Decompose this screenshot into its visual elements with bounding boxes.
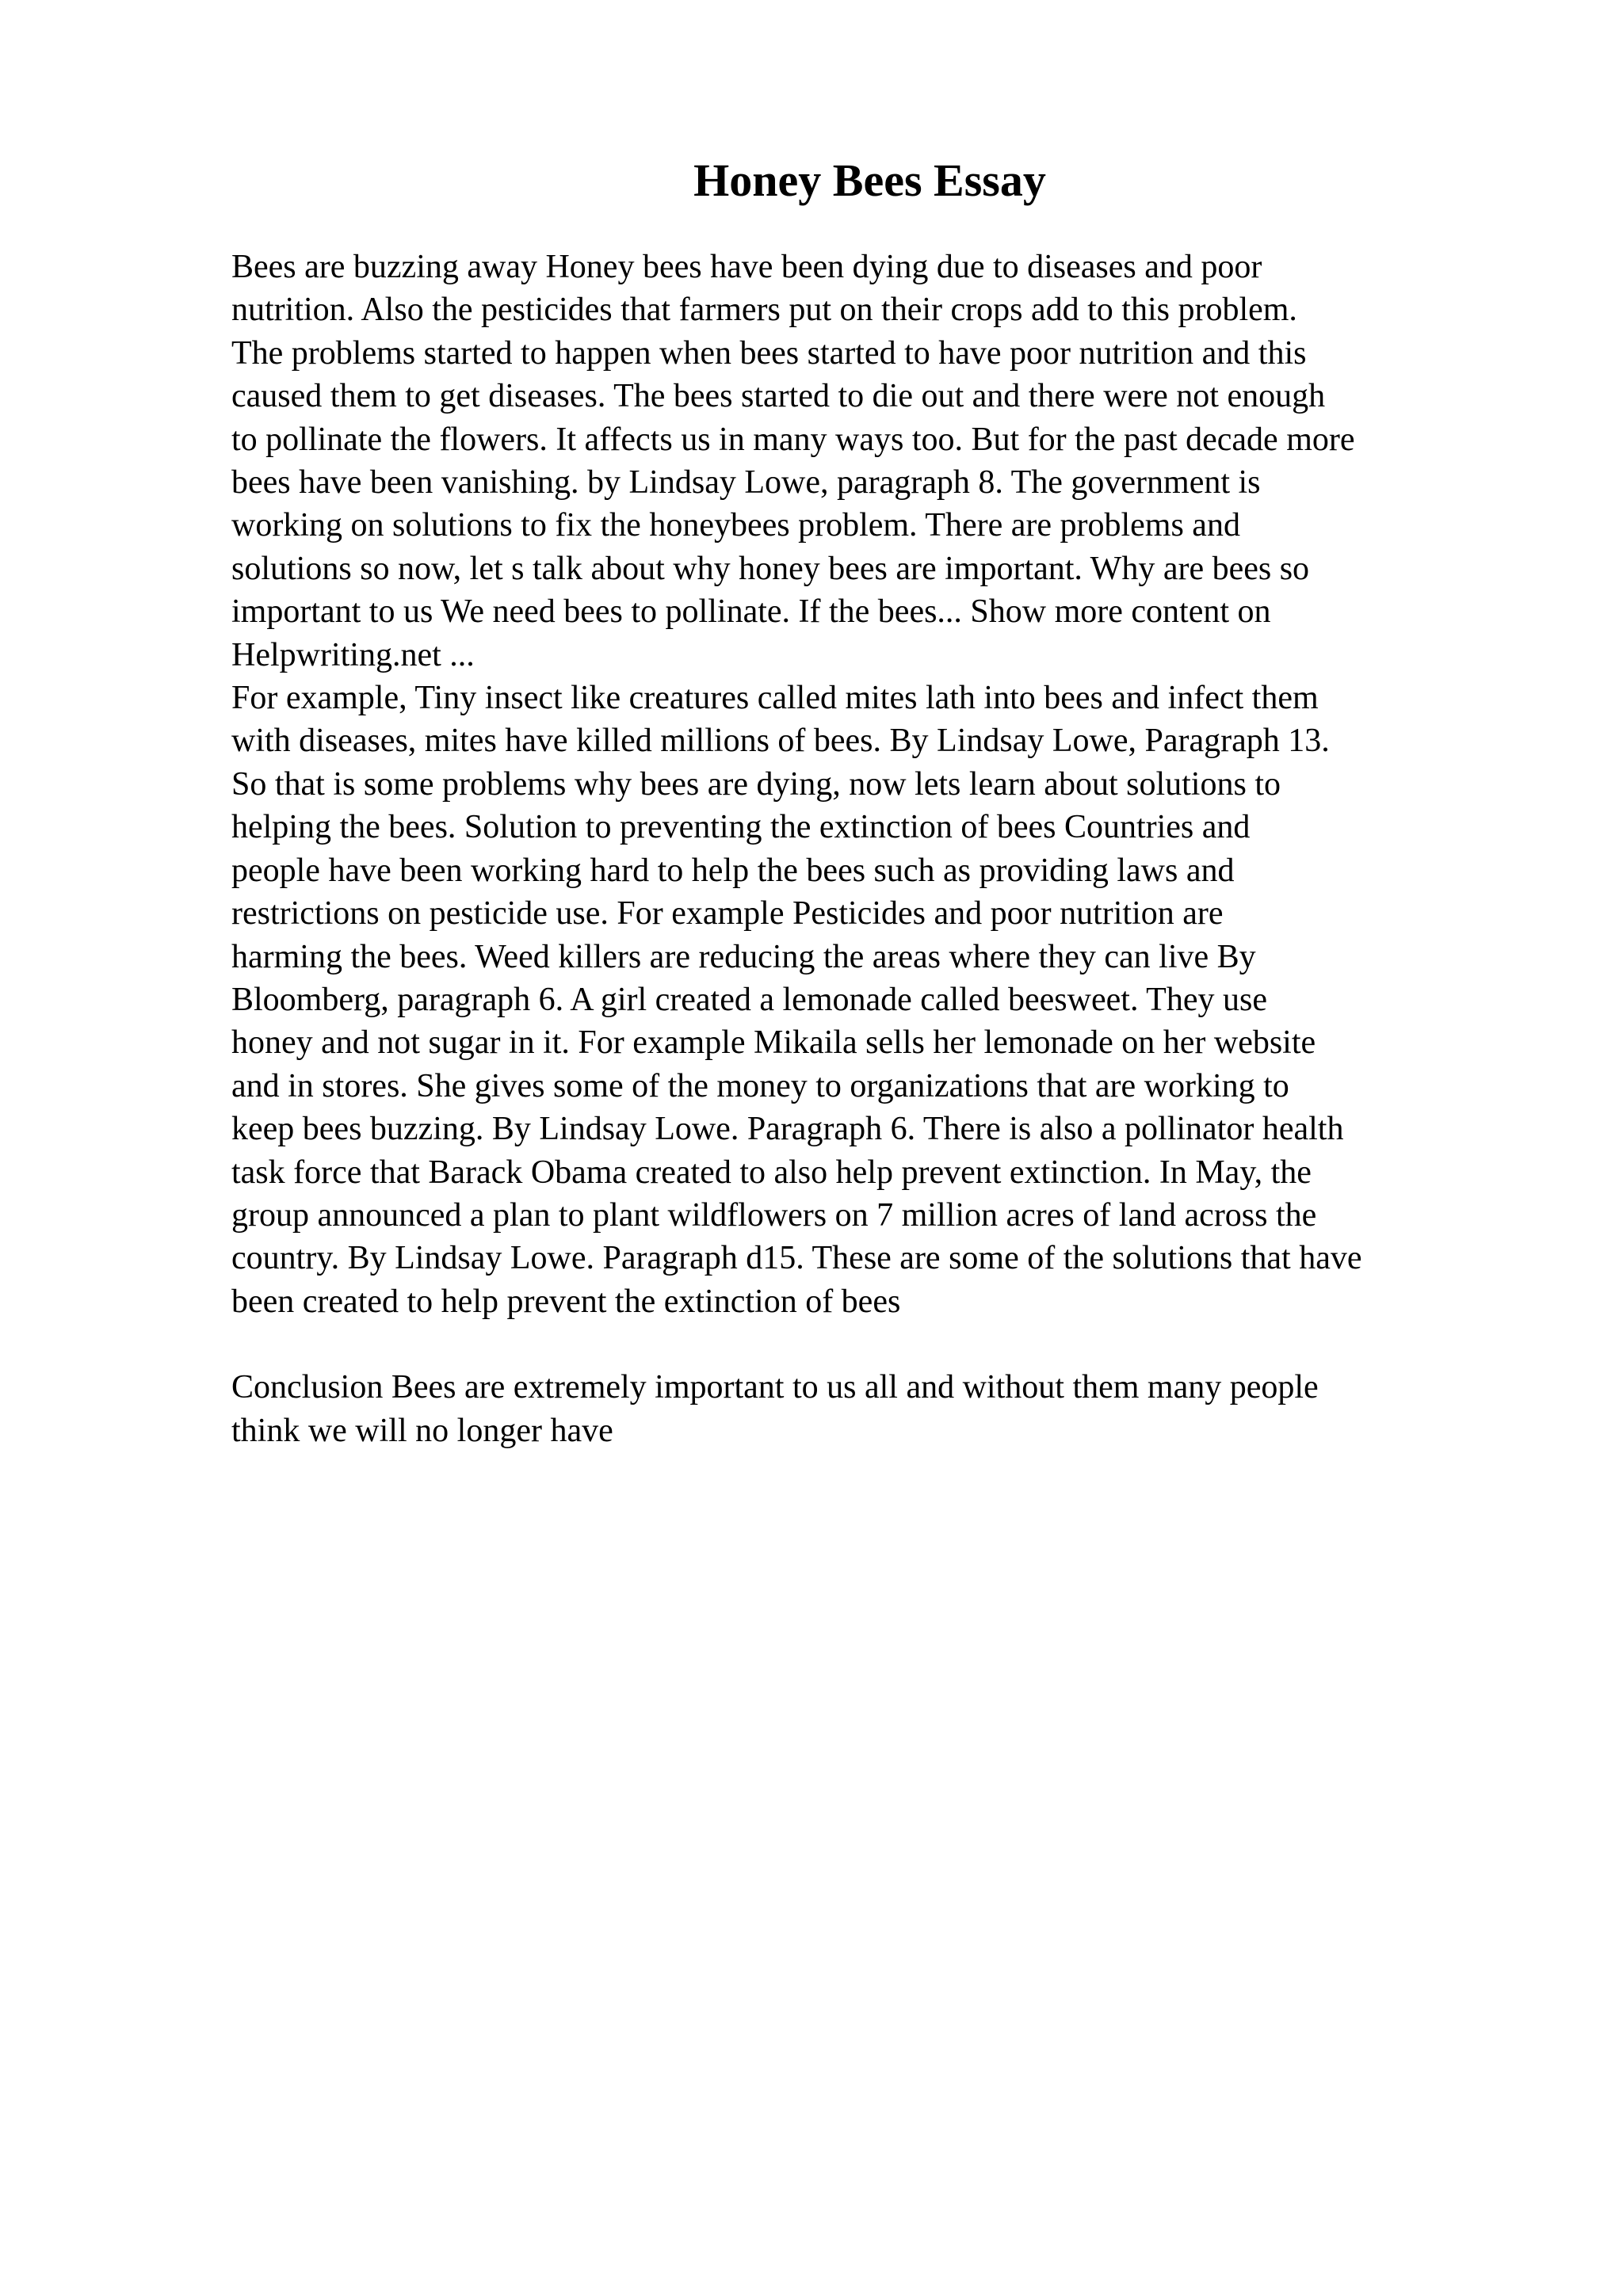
paragraph-line: caused them to get diseases. The bees started to die out and there were not enough <box>231 378 1326 415</box>
paragraph-line: helping the bees. Solution to preventing the extinction of bees Countries and <box>231 809 1251 846</box>
paragraph-line: group announced a plan to plant wildflowers on 7 million acres of land across the <box>231 1196 1317 1234</box>
paragraph-spacer <box>231 1323 1499 1366</box>
paragraph-line: keep bees buzzing. By Lindsay Lowe. Paragraph 6. There is also a pollinator health <box>231 1111 1344 1148</box>
paragraph-line: Bloomberg, paragraph 6. A girl created a lemonade called beesweet. They use <box>231 981 1267 1018</box>
paragraph-line: with diseases, mites have killed millions of bees. By Lindsay Lowe, Paragraph 13. <box>231 723 1330 760</box>
paragraph-line: important to us We need bees to pollinate. If the bees... Show more content on <box>231 593 1271 631</box>
paragraph-line: country. By Lindsay Lowe. Paragraph d15. These are some of the solutions that have <box>231 1240 1362 1277</box>
paragraph-line: think we will no longer have <box>231 1412 613 1449</box>
paragraph-line: harming the bees. Weed killers are reducing the areas where they can live By <box>231 938 1256 975</box>
paragraph-line: been created to help prevent the extinction of bees <box>231 1283 901 1320</box>
paragraph-line: nutrition. Also the pesticides that farmers put on their crops add to this problem. <box>231 292 1297 329</box>
paragraph-line: Helpwriting.net ... <box>231 636 475 673</box>
paragraph-line: Conclusion Bees are extremely important to us all and without them many people <box>231 1369 1319 1406</box>
paragraph-intro <box>231 246 1499 677</box>
paragraph-line: and in stores. She gives some of the money to organizations that are working to <box>231 1067 1289 1104</box>
paragraph-conclusion <box>231 1366 1499 1452</box>
essay-title: Honey Bees Essay <box>693 154 1046 206</box>
paragraph-line: Bees are buzzing away Honey bees have been dying due to diseases and poor <box>231 249 1262 285</box>
paragraph-line: task force that Barack Obama created to also help prevent extinction. In May, the <box>231 1154 1312 1191</box>
essay-body <box>231 246 1499 1452</box>
paragraph-line: people have been working hard to help the bees such as providing laws and <box>231 852 1235 889</box>
paragraph-line: The problems started to happen when bees started to have poor nutrition and this <box>231 334 1307 372</box>
paragraph-line: For example, Tiny insect like creatures called mites lath into bees and infect them <box>231 680 1319 717</box>
paragraph-line: honey and not sugar in it. For example Mikaila sells her lemonade on her website <box>231 1024 1316 1062</box>
paragraph-line: restrictions on pesticide use. For example Pesticides and poor nutrition are <box>231 895 1224 933</box>
paragraph-line: solutions so now, let s talk about why honey bees are important. Why are bees so <box>231 550 1310 587</box>
paragraph-line: to pollinate the flowers. It affects us in many ways too. But for the past decade more <box>231 421 1355 458</box>
paragraph-line: So that is some problems why bees are dying, now lets learn about solutions to <box>231 765 1281 803</box>
paragraph-line: bees have been vanishing. by Lindsay Lowe, paragraph 8. The government is <box>231 464 1261 502</box>
paragraph-solutions <box>231 677 1499 1323</box>
paragraph-line: working on solutions to fix the honeybees problem. There are problems and <box>231 507 1240 544</box>
